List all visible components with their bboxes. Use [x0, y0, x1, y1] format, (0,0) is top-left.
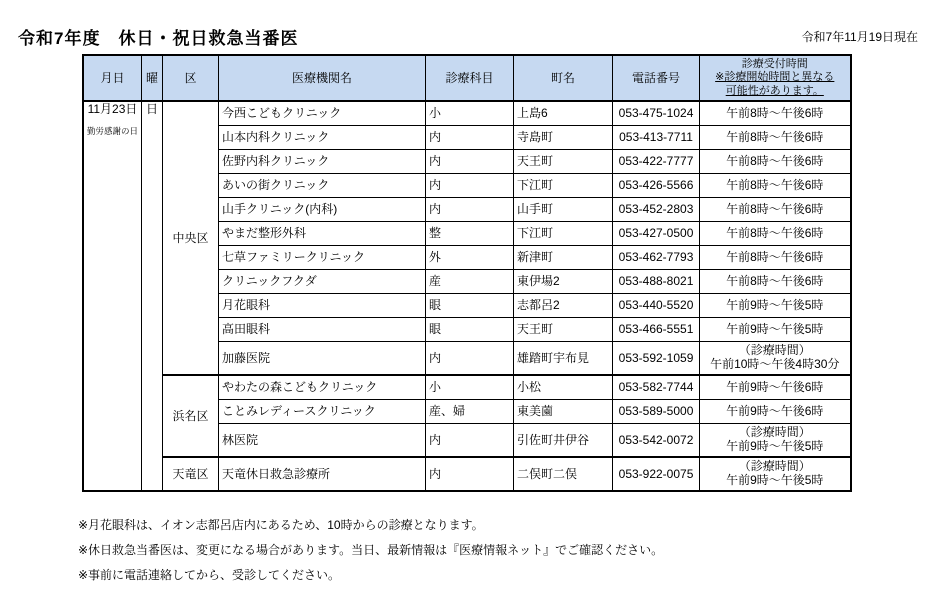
district-cell: 中央区	[163, 101, 219, 375]
hours-cell: 午前8時～午後6時	[700, 221, 851, 245]
town-cell: 上島6	[514, 101, 613, 125]
department-cell: 内	[426, 197, 514, 221]
clinic-name-cell: あいの街クリニック	[219, 173, 426, 197]
clinic-name-cell: 林医院	[219, 423, 426, 457]
hours-cell: 午前8時～午後6時	[700, 245, 851, 269]
clinic-name-cell: 天竜休日救急診療所	[219, 457, 426, 491]
hours-cell: 午前8時～午後6時	[700, 125, 851, 149]
table-body	[83, 101, 851, 491]
hours-cell: 午前8時～午後6時	[700, 101, 851, 125]
phone-cell: 053-542-0072	[613, 423, 700, 457]
phone-cell: 053-922-0075	[613, 457, 700, 491]
hours-header-line2: ※診療開始時間と異なる	[715, 71, 835, 84]
table-header-row	[83, 55, 851, 101]
table-row	[83, 375, 851, 399]
town-cell: 天王町	[514, 317, 613, 341]
town-cell: 山手町	[514, 197, 613, 221]
town-cell: 引佐町井伊谷	[514, 423, 613, 457]
town-cell: 東美薗	[514, 399, 613, 423]
department-cell: 産	[426, 269, 514, 293]
hours-header-line3: 可能性があります。	[725, 84, 824, 97]
department-cell: 産、婦	[426, 399, 514, 423]
department-cell: 内	[426, 125, 514, 149]
clinic-name-cell: やわたの森こどもクリニック	[219, 375, 426, 399]
as-of-date: 令和7年11月19日現在	[801, 30, 918, 44]
town-cell: 天王町	[514, 149, 613, 173]
column-header-district: 区	[163, 55, 219, 101]
clinic-name-cell: 今西こどもクリニック	[219, 101, 426, 125]
phone-cell: 053-582-7744	[613, 375, 700, 399]
clinic-name-cell: 高田眼科	[219, 317, 426, 341]
hours-cell: 午前9時～午後5時	[700, 317, 851, 341]
town-cell: 新津町	[514, 245, 613, 269]
phone-cell: 053-426-5566	[613, 173, 700, 197]
hours-cell	[700, 457, 851, 491]
phone-cell: 053-466-5551	[613, 317, 700, 341]
phone-cell: 053-440-5520	[613, 293, 700, 317]
town-cell: 東伊場2	[514, 269, 613, 293]
column-header-phone: 電話番号	[613, 55, 700, 101]
phone-cell: 053-589-5000	[613, 399, 700, 423]
clinic-name-cell: 七草ファミリークリニック	[219, 245, 426, 269]
district-cell: 浜名区	[163, 375, 219, 457]
clinic-name-cell: 山手クリニック(内科)	[219, 197, 426, 221]
date-holiday-name: 勤労感謝の日	[87, 126, 139, 137]
column-header-clinic: 医療機関名	[219, 55, 426, 101]
hours-value: 午前10時～午後4時30分	[710, 356, 840, 371]
department-cell: 整	[426, 221, 514, 245]
clinic-name-cell: 山本内科クリニック	[219, 125, 426, 149]
department-cell: 内	[426, 341, 514, 375]
clinic-name-cell: 佐野内科クリニック	[219, 149, 426, 173]
phone-cell: 053-422-7777	[613, 149, 700, 173]
department-cell: 眼	[426, 317, 514, 341]
hours-cell: 午前9時～午後5時	[700, 293, 851, 317]
phone-cell: 053-462-7793	[613, 245, 700, 269]
hours-cell	[700, 423, 851, 457]
department-cell: 小	[426, 375, 514, 399]
clinic-name-cell: 月花眼科	[219, 293, 426, 317]
footnote: ※休日救急当番医は、変更になる場合があります。当日、最新情報は『医療情報ネット』でご確認ください。	[78, 543, 664, 557]
phone-cell: 053-427-0500	[613, 221, 700, 245]
column-header-department: 診療科目	[426, 55, 514, 101]
department-cell: 小	[426, 101, 514, 125]
page-title: 令和7年度 休日・祝日救急当番医	[18, 29, 299, 48]
column-header-hours	[700, 55, 851, 101]
town-cell: 小松	[514, 375, 613, 399]
hours-cell: 午前8時～午後6時	[700, 197, 851, 221]
hours-cell	[700, 341, 851, 375]
weekday-cell: 日	[142, 101, 163, 491]
hours-value: 午前9時～午後5時	[726, 473, 824, 487]
town-cell: 二俣町二俣	[514, 457, 613, 491]
hours-cell: 午前9時～午後6時	[700, 375, 851, 399]
column-header-monthday: 月日	[83, 55, 142, 101]
footnotes	[78, 516, 663, 591]
department-cell: 内	[426, 423, 514, 457]
town-cell: 下江町	[514, 221, 613, 245]
town-cell: 雄踏町宇布見	[514, 341, 613, 375]
date-monthday: 11月23日	[87, 102, 138, 116]
hours-note: （診療時間）	[738, 424, 811, 439]
clinic-name-cell: ことみレディースクリニック	[219, 399, 426, 423]
column-header-town: 町名	[514, 55, 613, 101]
hours-value: 午前9時～午後5時	[726, 438, 824, 453]
duty-doctor-table	[82, 54, 852, 492]
hours-header-line1: 診療受付時間	[741, 58, 808, 71]
hours-note: （診療時間）	[738, 342, 811, 357]
hours-note: （診療時間）	[738, 459, 811, 474]
town-cell: 志都呂2	[514, 293, 613, 317]
hours-cell: 午前8時～午後6時	[700, 149, 851, 173]
phone-cell: 053-592-1059	[613, 341, 700, 375]
duty-doctor-table-wrap	[82, 54, 852, 492]
clinic-name-cell: やまだ整形外科	[219, 221, 426, 245]
column-header-weekday: 曜	[142, 55, 163, 101]
hours-cell: 午前8時～午後6時	[700, 269, 851, 293]
department-cell: 内	[426, 457, 514, 491]
department-cell: 内	[426, 149, 514, 173]
phone-cell: 053-475-1024	[613, 101, 700, 125]
hours-cell: 午前8時～午後6時	[700, 173, 851, 197]
table-row	[83, 457, 851, 491]
town-cell: 寺島町	[514, 125, 613, 149]
clinic-name-cell: 加藤医院	[219, 341, 426, 375]
phone-cell: 053-452-2803	[613, 197, 700, 221]
phone-cell: 053-413-7711	[613, 125, 700, 149]
department-cell: 内	[426, 173, 514, 197]
footnote: ※月花眼科は、イオン志都呂店内にあるため、10時からの診療となります。	[78, 518, 484, 532]
town-cell: 下江町	[514, 173, 613, 197]
table-row	[83, 101, 851, 125]
department-cell: 眼	[426, 293, 514, 317]
hours-cell: 午前9時～午後6時	[700, 399, 851, 423]
footnote: ※事前に電話連絡してから、受診してください。	[78, 568, 341, 582]
phone-cell: 053-488-8021	[613, 269, 700, 293]
department-cell: 外	[426, 245, 514, 269]
clinic-name-cell: クリニックフクダ	[219, 269, 426, 293]
district-cell: 天竜区	[163, 457, 219, 491]
date-cell	[83, 101, 142, 491]
